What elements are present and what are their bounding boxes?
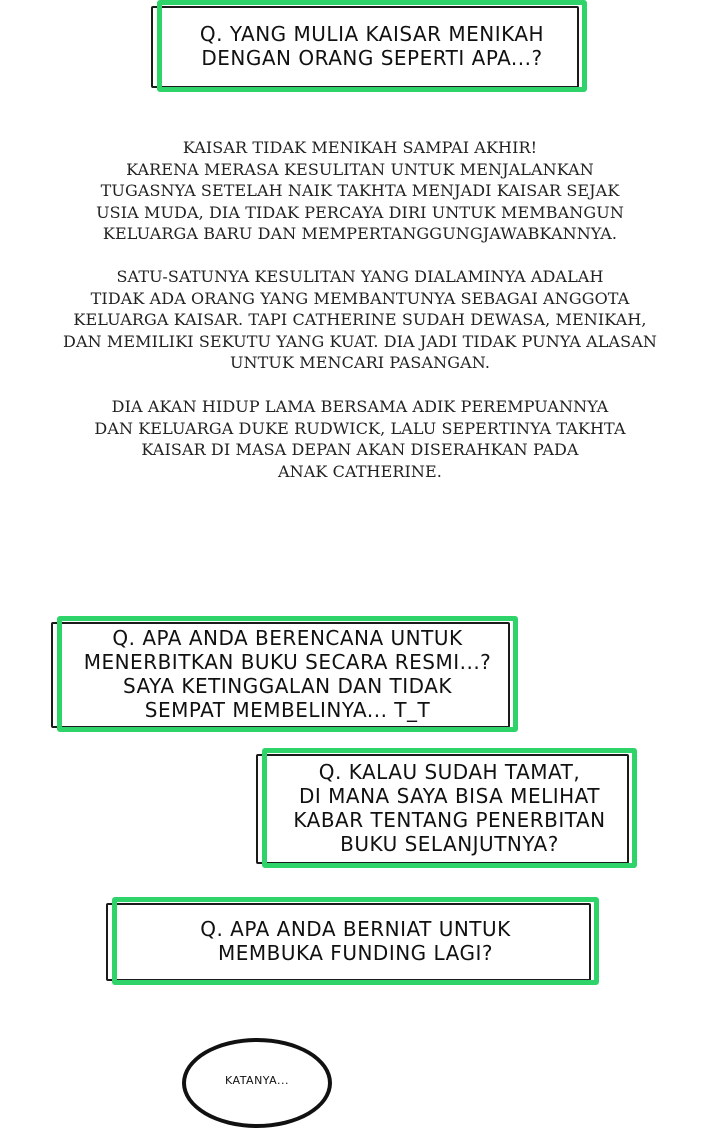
- question-text: [84, 626, 492, 722]
- question-line: DENGAN ORANG SEPERTI APA...?: [201, 46, 543, 70]
- answer-line: SATU-SATUNYA KESULITAN YANG DIALAMINYA ADALAH: [116, 267, 604, 286]
- question-line: Q. YANG MULIA KAISAR MENIKAH: [199, 22, 545, 46]
- answer-line: UNTUK MENCARI PASANGAN.: [229, 353, 491, 373]
- answer-line: DAN MEMILIKI SEKUTU YANG KUAT. DIA JADI TIDAK PUNYA ALASAN: [63, 331, 657, 351]
- question-text: [200, 917, 511, 965]
- answer-paragraph-2: [0, 266, 720, 374]
- answer-line: KAISAR DI MASA DEPAN AKAN DISERAHKAN PADA: [141, 440, 579, 460]
- question-box-funding: [112, 897, 599, 985]
- answer-line: DAN KELUARGA DUKE RUDWICK, LALU SEPERTINYA TAKHTA: [94, 418, 626, 438]
- answer-line: ANAK CATHERINE.: [277, 461, 442, 481]
- question-line: Q. APA ANDA BERENCANA UNTUK: [112, 626, 463, 650]
- question-line: DI MANA SAYA BISA MELIHAT: [298, 784, 601, 808]
- question-text: [293, 760, 605, 856]
- question-box-emperor-marriage: [157, 0, 587, 92]
- answer-paragraph-1: [0, 137, 720, 245]
- question-line: KABAR TENTANG PENERBITAN: [293, 808, 606, 832]
- question-text: [200, 22, 544, 70]
- answer-line: TUGASNYA SETELAH NAIK TAKHTA MENJADI KAISAR SEJAK: [100, 181, 620, 201]
- answer-paragraph-3: [0, 396, 720, 482]
- question-box-book-publishing: [57, 616, 518, 732]
- answer-line: KAISAR TIDAK MENIKAH SAMPAI AKHIR!: [182, 138, 538, 157]
- speech-bubble-text: KATANYA...: [225, 1074, 289, 1087]
- question-line: MEMBUKA FUNDING LAGI?: [218, 941, 493, 965]
- answer-line: KELUARGA KAISAR. TAPI CATHERINE SUDAH DEWASA, MENIKAH,: [73, 310, 647, 330]
- question-line: BUKU SELANJUTNYA?: [340, 832, 559, 856]
- speech-bubble: [182, 1038, 332, 1128]
- answer-line: DIA AKAN HIDUP LAMA BERSAMA ADIK PEREMPUANNYA: [111, 397, 609, 416]
- answer-line: KARENA MERASA KESULITAN UNTUK MENJALANKAN: [126, 159, 594, 179]
- question-line: SAYA KETINGGALAN DAN TIDAK: [122, 674, 452, 698]
- question-line: Q. KALAU SUDAH TAMAT,: [318, 760, 581, 784]
- answer-line: TIDAK ADA ORANG YANG MEMBANTUNYA SEBAGAI ANGGOTA: [90, 288, 630, 308]
- answer-line: KELUARGA BARU DAN MEMPERTANGGUNGJAWABKANNYA.: [102, 224, 618, 244]
- question-line: SEMPAT MEMBELINYA... T_T: [144, 698, 431, 722]
- answer-line: USIA MUDA, DIA TIDAK PERCAYA DIRI UNTUK MEMBANGUN: [96, 202, 624, 222]
- question-box-next-publication: [262, 748, 637, 868]
- question-line: Q. APA ANDA BERNIAT UNTUK: [200, 917, 511, 941]
- question-line: MENERBITKAN BUKU SECARA RESMI...?: [83, 650, 492, 674]
